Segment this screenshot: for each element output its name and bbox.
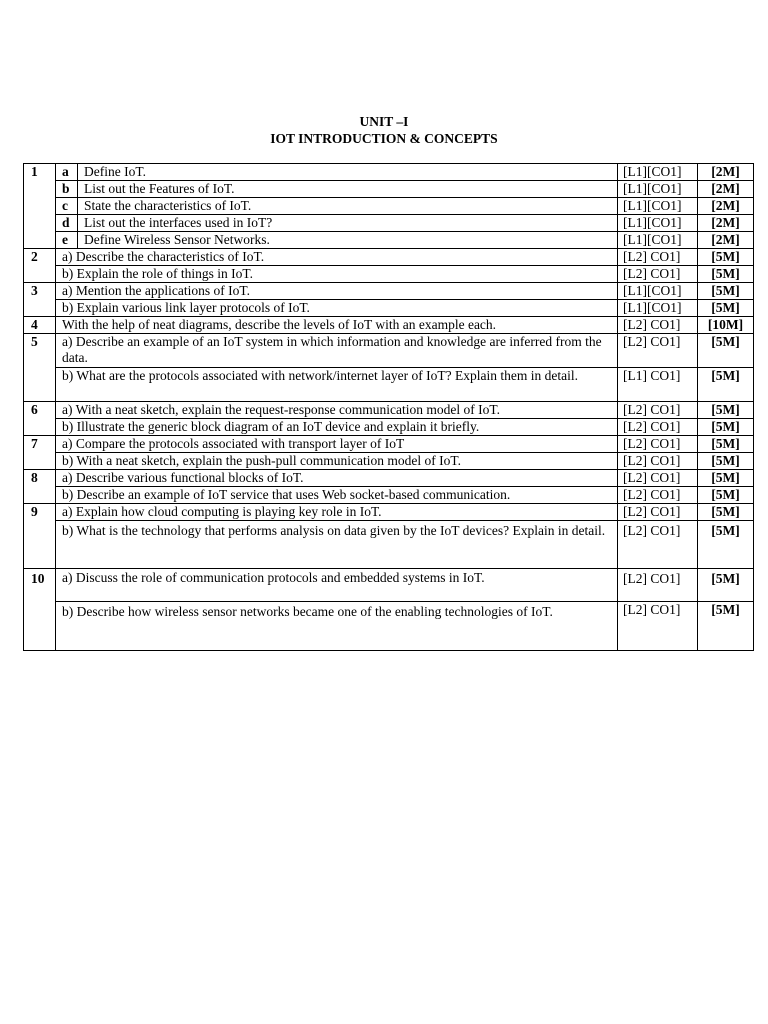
question-text: b) With a neat sketch, explain the push-pull communication model of IoT. — [56, 453, 618, 470]
level-co: [L2] CO1] — [618, 602, 698, 651]
question-table — [23, 163, 754, 651]
table-row — [24, 300, 754, 317]
question-number: 9 — [24, 504, 56, 569]
table-row — [24, 198, 754, 215]
table-row — [24, 368, 754, 402]
question-text: a) Explain how cloud computing is playing key role in IoT. — [56, 504, 618, 521]
subpart-label: e — [56, 232, 78, 249]
marks: [5M] — [698, 602, 754, 651]
question-text: a) Describe various functional blocks of IoT. — [56, 470, 618, 487]
subpart-label: a — [56, 164, 78, 181]
question-text: a) With a neat sketch, explain the request-response communication model of IoT. — [56, 402, 618, 419]
table-row — [24, 470, 754, 487]
question-text: b) Describe an example of IoT service that uses Web socket-based communication. — [56, 487, 618, 504]
question-text: List out the Features of IoT. — [78, 181, 618, 198]
unit-heading: UNIT –I — [359, 114, 409, 129]
marks: [5M] — [698, 487, 754, 504]
table-row — [24, 283, 754, 300]
table-row — [24, 232, 754, 249]
marks: [5M] — [698, 300, 754, 317]
level-co: [L2] CO1] — [618, 569, 698, 602]
subpart-label: b — [56, 181, 78, 198]
table-row — [24, 521, 754, 569]
marks: [5M] — [698, 283, 754, 300]
level-co: [L2] CO1] — [618, 487, 698, 504]
marks: [2M] — [698, 232, 754, 249]
table-row — [24, 402, 754, 419]
table-row — [24, 602, 754, 651]
page-header — [0, 113, 768, 147]
question-number: 1 — [24, 164, 56, 249]
table-row — [24, 569, 754, 602]
table-row — [24, 249, 754, 266]
marks: [5M] — [698, 402, 754, 419]
subpart-label: d — [56, 215, 78, 232]
level-co: [L1][CO1] — [618, 283, 698, 300]
level-co: [L2] CO1] — [618, 419, 698, 436]
level-co: [L1][CO1] — [618, 198, 698, 215]
level-co: [L2] CO1] — [618, 334, 698, 368]
level-co: [L1][CO1] — [618, 164, 698, 181]
level-co: [L1][CO1] — [618, 181, 698, 198]
question-text: b) Illustrate the generic block diagram of an IoT device and explain it briefly. — [56, 419, 618, 436]
table-row — [24, 334, 754, 368]
question-text: a) Describe an example of an IoT system in which information and knowledge are inferred from the data. — [56, 334, 618, 368]
subpart-label: c — [56, 198, 78, 215]
marks: [5M] — [698, 504, 754, 521]
question-text: With the help of neat diagrams, describe the levels of IoT with an example each. — [56, 317, 618, 334]
question-text: Define IoT. — [78, 164, 618, 181]
question-text: b) Describe how wireless sensor networks became one of the enabling technologies of IoT. — [56, 602, 618, 651]
unit-title: IOT INTRODUCTION & CONCEPTS — [270, 131, 498, 146]
level-co: [L2] CO1] — [618, 266, 698, 283]
level-co: [L1][CO1] — [618, 215, 698, 232]
question-text: b) What are the protocols associated with network/internet layer of IoT? Explain them in detail. — [56, 368, 618, 402]
question-number: 4 — [24, 317, 56, 334]
level-co: [L1][CO1] — [618, 300, 698, 317]
table-row — [24, 487, 754, 504]
marks: [5M] — [698, 419, 754, 436]
level-co: [L1] CO1] — [618, 368, 698, 402]
marks: [2M] — [698, 164, 754, 181]
question-number: 10 — [24, 569, 56, 651]
question-text: a) Compare the protocols associated with transport layer of IoT — [56, 436, 618, 453]
level-co: [L2] CO1] — [618, 470, 698, 487]
marks: [2M] — [698, 215, 754, 232]
question-text: a) Mention the applications of IoT. — [56, 283, 618, 300]
level-co: [L2] CO1] — [618, 249, 698, 266]
marks: [5M] — [698, 521, 754, 569]
question-text: State the characteristics of IoT. — [78, 198, 618, 215]
question-text: b) Explain various link layer protocols of IoT. — [56, 300, 618, 317]
table-row — [24, 181, 754, 198]
marks: [5M] — [698, 266, 754, 283]
question-text: b) What is the technology that performs analysis on data given by the IoT devices? Explain in detail. — [56, 521, 618, 569]
level-co: [L2] CO1] — [618, 436, 698, 453]
level-co: [L2] CO1] — [618, 402, 698, 419]
table-row — [24, 504, 754, 521]
table-row — [24, 419, 754, 436]
question-number: 2 — [24, 249, 56, 283]
question-text: List out the interfaces used in IoT? — [78, 215, 618, 232]
marks: [5M] — [698, 470, 754, 487]
question-number: 3 — [24, 283, 56, 317]
marks: [2M] — [698, 198, 754, 215]
question-text: b) Explain the role of things in IoT. — [56, 266, 618, 283]
table-row — [24, 453, 754, 470]
marks: [5M] — [698, 334, 754, 368]
marks: [10M] — [698, 317, 754, 334]
question-text: a) Describe the characteristics of IoT. — [56, 249, 618, 266]
level-co: [L2] CO1] — [618, 504, 698, 521]
question-number: 6 — [24, 402, 56, 436]
marks: [5M] — [698, 436, 754, 453]
table-row — [24, 164, 754, 181]
level-co: [L2] CO1] — [618, 317, 698, 334]
table-row — [24, 215, 754, 232]
level-co: [L2] CO1] — [618, 453, 698, 470]
table-row — [24, 317, 754, 334]
marks: [5M] — [698, 453, 754, 470]
marks: [2M] — [698, 181, 754, 198]
table-row — [24, 266, 754, 283]
level-co: [L1][CO1] — [618, 232, 698, 249]
question-text: a) Discuss the role of communication protocols and embedded systems in IoT. — [56, 569, 618, 602]
marks: [5M] — [698, 249, 754, 266]
level-co: [L2] CO1] — [618, 521, 698, 569]
table-row — [24, 436, 754, 453]
question-number: 7 — [24, 436, 56, 470]
marks: [5M] — [698, 569, 754, 602]
question-text: Define Wireless Sensor Networks. — [78, 232, 618, 249]
marks: [5M] — [698, 368, 754, 402]
question-number: 8 — [24, 470, 56, 504]
question-number: 5 — [24, 334, 56, 402]
